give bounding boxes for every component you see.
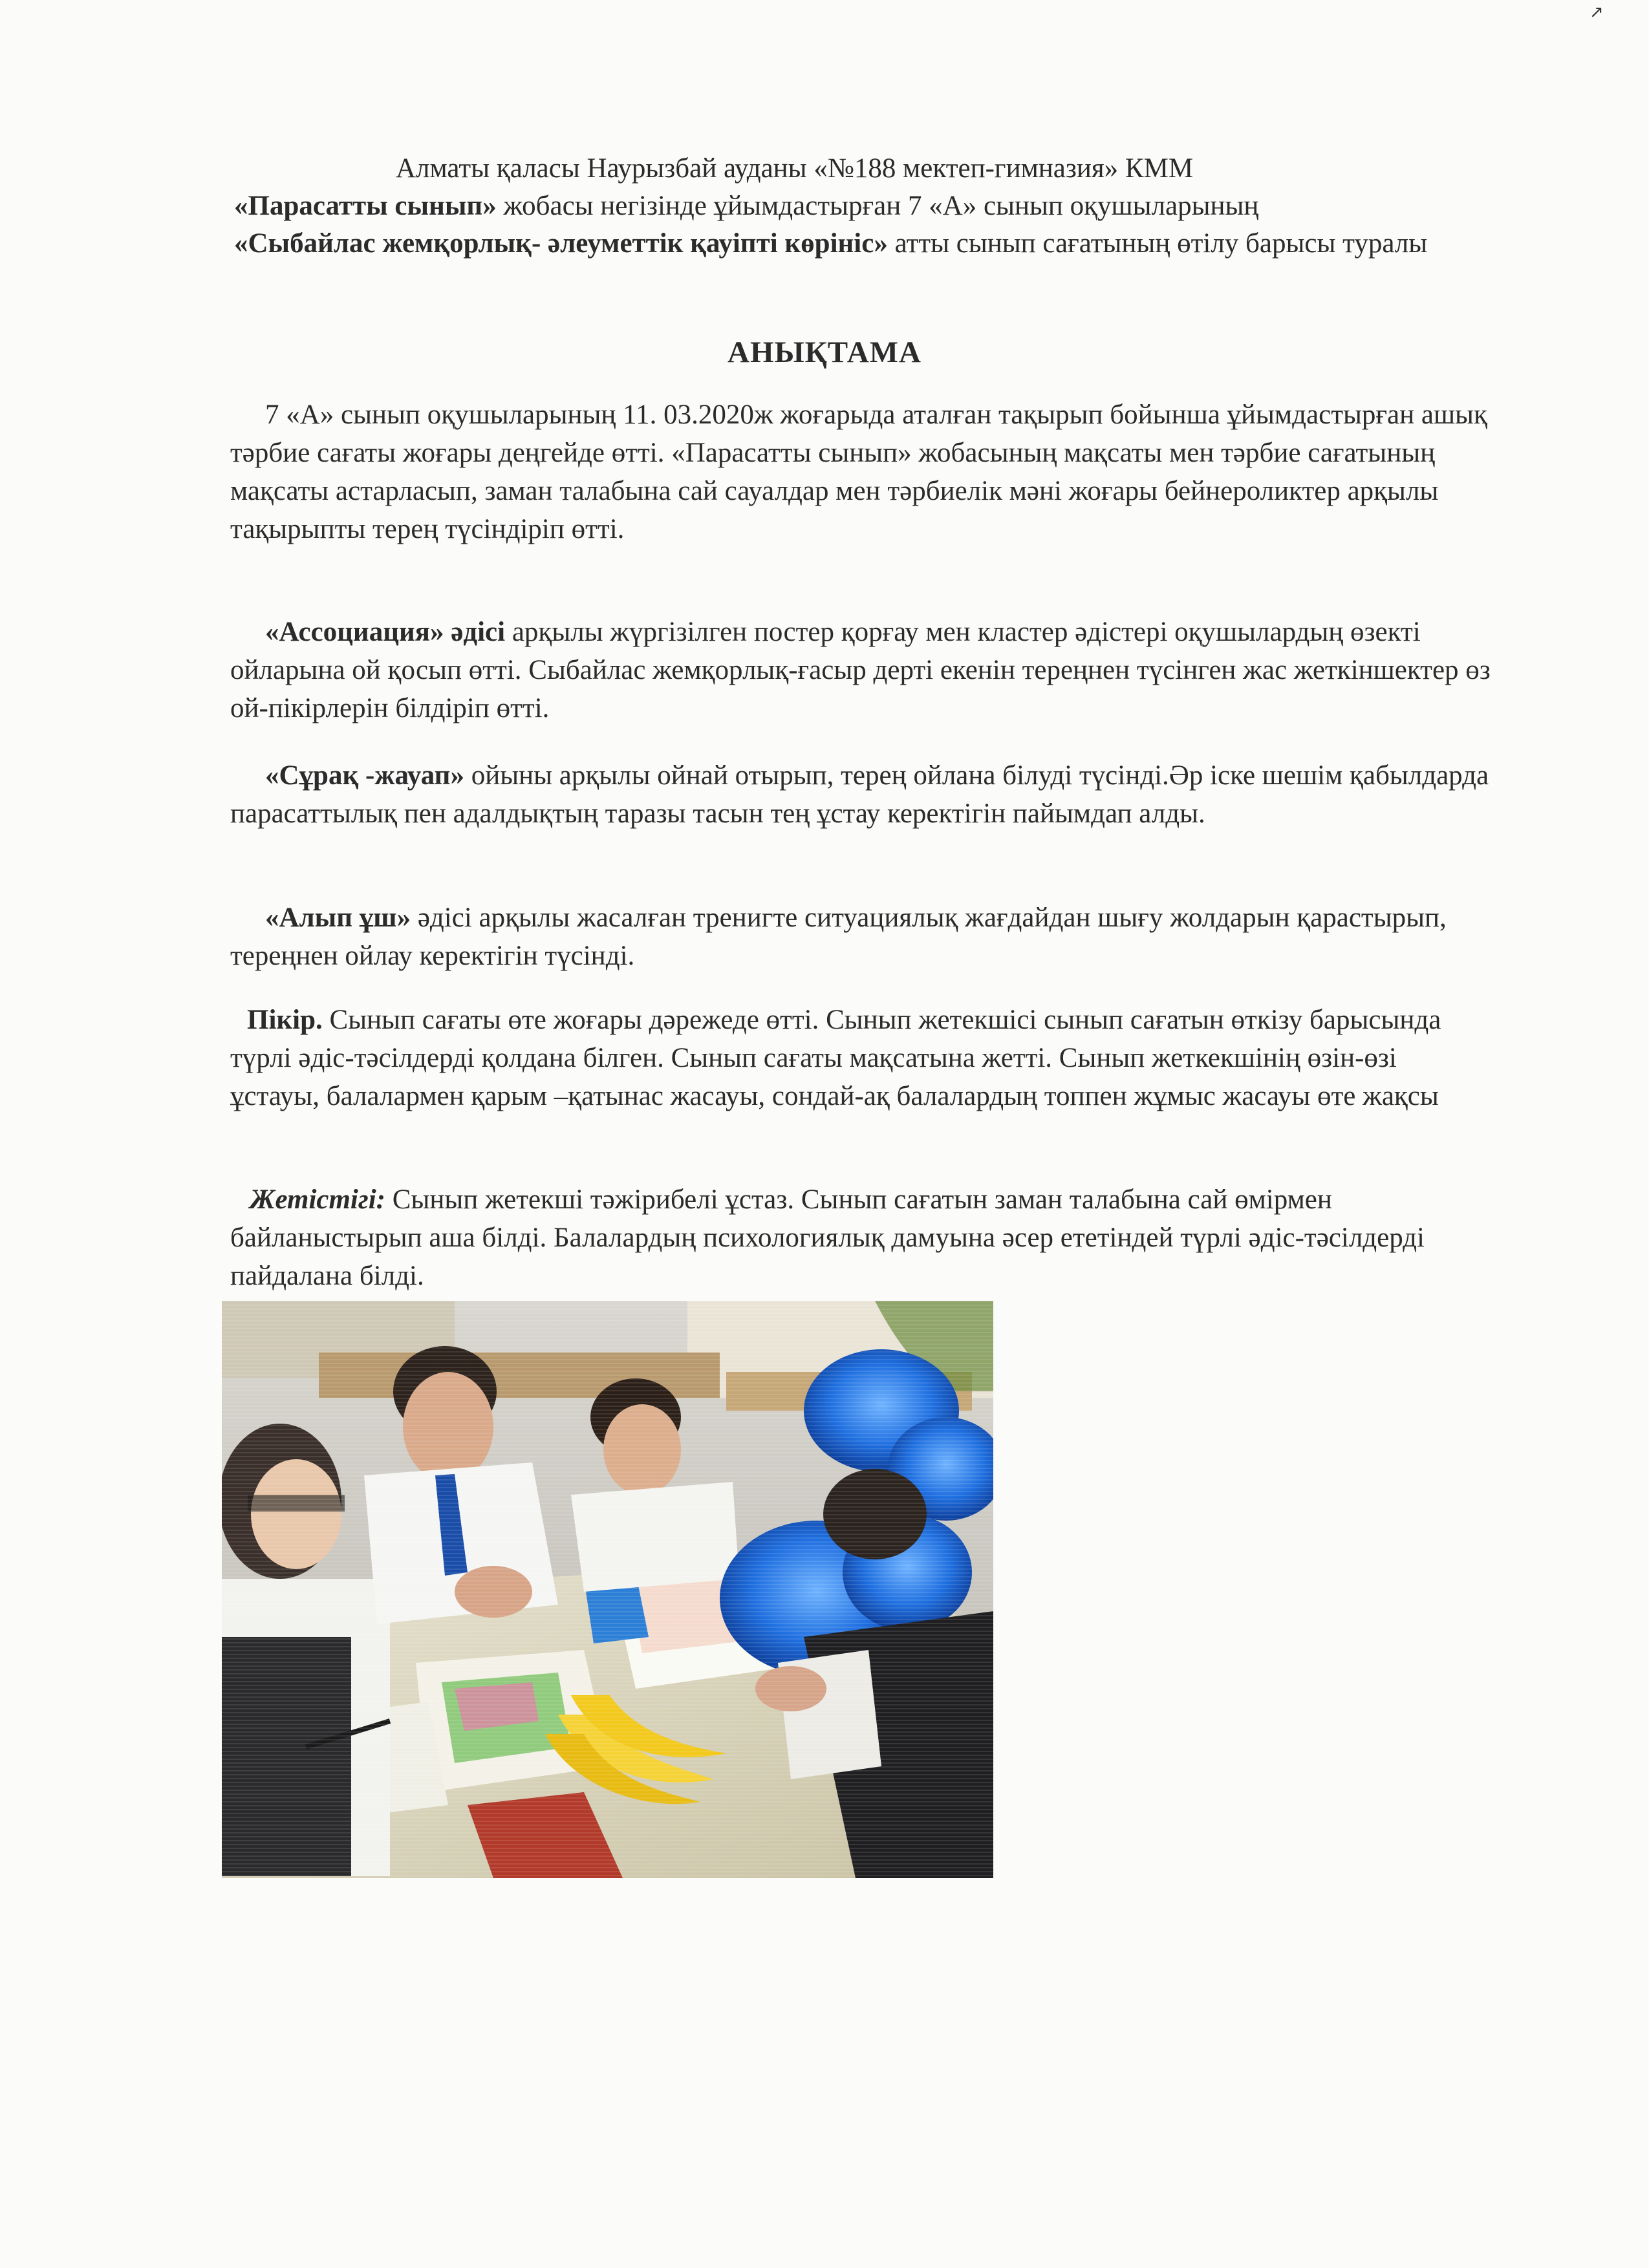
paragraph-achievement: [230, 1181, 1491, 1295]
topic-name: «Сыбайлас жемқорлық- әлеуметтік қауіпті көрініс»: [234, 228, 888, 259]
alyp-ush-label: «Алып ұш»: [265, 903, 411, 933]
paragraph-alyp-ush: [230, 899, 1491, 975]
header-line-2-text: жобасы негізінде ұйымдастырған 7 «А» сынып оқушыларының: [496, 191, 1259, 221]
achievement-text: Сынып жетекші тәжірибелі ұстаз. Сынып сағатын заман талабына сай өмірмен байланыстырып аша білді. Балалардың психологиялық дамуына әсер ететіндей түрлі әдіс-тәсілдерді пайдалана білді.: [230, 1184, 1425, 1291]
document-header: [234, 150, 1463, 262]
opinion-text: Сынып сағаты өте жоғары дәрежеде өтті. Сынып жетекшісі сынып сағатын өткізу барысында түрлі әдіс-тәсілдерді қолдана білген. Сынып сағаты мақсатына жетті. Сынып жеткекшінің өзін-өзі ұстауы, балалармен қарым –қатынас жасауы, сондай-ақ балалардың топпен жұмыс жасауы өте жақсы: [230, 1005, 1441, 1111]
paragraph-intro-text: 7 «А» сынып оқушыларының 11. 03.2020ж жоғарыда аталған тақырып бойынша ұйымдастырған ашық тәрбие сағаты жоғары деңгейде өтті. «Парасатты сынып» жобасының мақсаты мен тәрбие сағатының мақсаты астарласып, заман талабына сай сауалдар мен тәрбиелік мәні жоғары бейнероликтер арқылы тақырыпты терең түсіндіріп өтті.: [230, 400, 1487, 544]
classroom-photo-illustration: [222, 1301, 993, 1878]
opinion-label: Пікір.: [247, 1005, 323, 1035]
achievement-label: Жетістігі:: [250, 1184, 386, 1215]
header-line-3-text: атты сынып сағатының өтілу барысы туралы: [887, 228, 1428, 259]
corner-mark: ↗: [1590, 3, 1604, 22]
association-method-text: арқылы жүргізілген постер қорғау мен кластер әдістері оқушылардың өзекті ойларына ой қосып өтті. Сыбайлас жемқорлық-ғасыр дерті екенін тереңнен түсінген жас жеткіншектер өз ой-пікірлерін білдіріп өтті.: [230, 617, 1491, 723]
header-line-3: [234, 225, 1463, 262]
paragraph-question-answer: [230, 756, 1491, 833]
question-answer-text: ойыны арқылы ойнай отырып, терең ойлана білуді түсінді.Әр іске шешім қабылдарда парасаттылық пен адалдықтың таразы тасын тең ұстау керектігін пайымдап алды.: [230, 760, 1489, 829]
association-method-label: «Ассоциация» әдісі: [265, 617, 506, 647]
paragraph-opinion: [230, 1001, 1491, 1115]
paragraph-intro: [230, 396, 1491, 548]
classroom-photo: [222, 1301, 993, 1878]
document-title: АНЫҚТАМА: [727, 336, 921, 369]
header-line-2: [234, 187, 1463, 225]
project-name: «Парасатты сынып»: [234, 191, 497, 221]
header-line-1: Алматы қаласы Наурызбай ауданы «№188 мектеп-гимназия» КММ: [396, 153, 1194, 184]
question-answer-label: «Сұрақ -жауап»: [265, 760, 464, 791]
alyp-ush-text: әдісі арқылы жасалған тренигте ситуациялық жағдайдан шығу жолдарын қарастырып, тереңнен ойлау керектігін түсінді.: [230, 903, 1447, 971]
paragraph-association: [230, 613, 1491, 727]
